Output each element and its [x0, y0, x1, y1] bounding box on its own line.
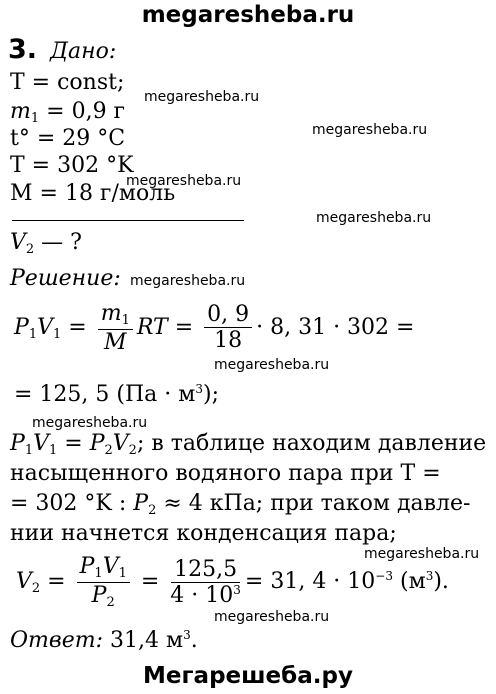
given-label: Дано: [50, 39, 117, 64]
watermark: megaresheba.ru [130, 273, 246, 289]
site-header: megaresheba.ru [141, 2, 355, 28]
fraction-m-over-M: $\frac{m_1}{M}$ [98, 302, 133, 354]
fraction-numeric: $\frac{125,5}{4 \cdot 10^3}$ [170, 556, 241, 608]
watermark: megaresheba.ru [32, 415, 148, 431]
watermark: megaresheba.ru [316, 210, 432, 226]
text-line-3: = 302 °K : $P_2 \approx 4$ кПа; при таком давле- [10, 491, 471, 518]
answer-label: Ответ: [10, 628, 103, 653]
watermark: megaresheba.ru [312, 122, 428, 138]
problem-heading [8, 34, 116, 65]
given-divider [12, 220, 244, 221]
watermark: megaresheba.ru [214, 357, 330, 373]
equation-1-result: = 125, 5 $(Па \cdot м^3)$; [14, 382, 220, 407]
fraction-mass-over-molar: $\frac{0, 9}{18}$ [204, 303, 252, 352]
given-kelvin-temperature: T = 302 °K [10, 153, 134, 178]
watermark: megaresheba.ru [214, 609, 330, 625]
given-celsius-temperature: t° = 29 °C [10, 126, 126, 151]
watermark: megaresheba.ru [144, 89, 260, 105]
given-molar-mass: M = 18 г/моль [10, 181, 176, 206]
find-volume: $V_2$ — ? [10, 230, 82, 257]
text-line-1: $P_1V_1 = P_2V_2$; в таблице находим давление [10, 431, 487, 458]
text-line-4: нии начнется конденсация пара; [10, 521, 397, 546]
text-line-2: насыщенного водяного пара при T = [10, 461, 441, 486]
watermark: megaresheba.ru [126, 173, 242, 189]
equation-2: $V_2$ = $\frac{P_1V_1}{P_2}$ = $\frac{125,5}{4 \cdot 10^3}$ = 31, $4 \cdot 10^{-3}$ $(м^3)$. [16, 554, 449, 610]
given-mass: $m_1 = 0,9$ г [10, 99, 126, 126]
fraction-pv-over-p: $\frac{P_1V_1}{P_2}$ [77, 555, 130, 609]
answer: Ответ: 31,4 $м^3$. [10, 628, 198, 653]
equation-1: $P_1V_1$ = $\frac{m_1}{M}$ RT = $\frac{0, 9}{18}$ · 8, 31 · 302 = [14, 301, 415, 355]
problem-number: 3. [8, 34, 38, 65]
solution-label: Решение: [10, 266, 121, 291]
site-footer: Мегарешеба.ру [143, 663, 353, 689]
watermark: megaresheba.ru [364, 546, 480, 562]
given-temperature-const: T = const; [10, 70, 125, 95]
